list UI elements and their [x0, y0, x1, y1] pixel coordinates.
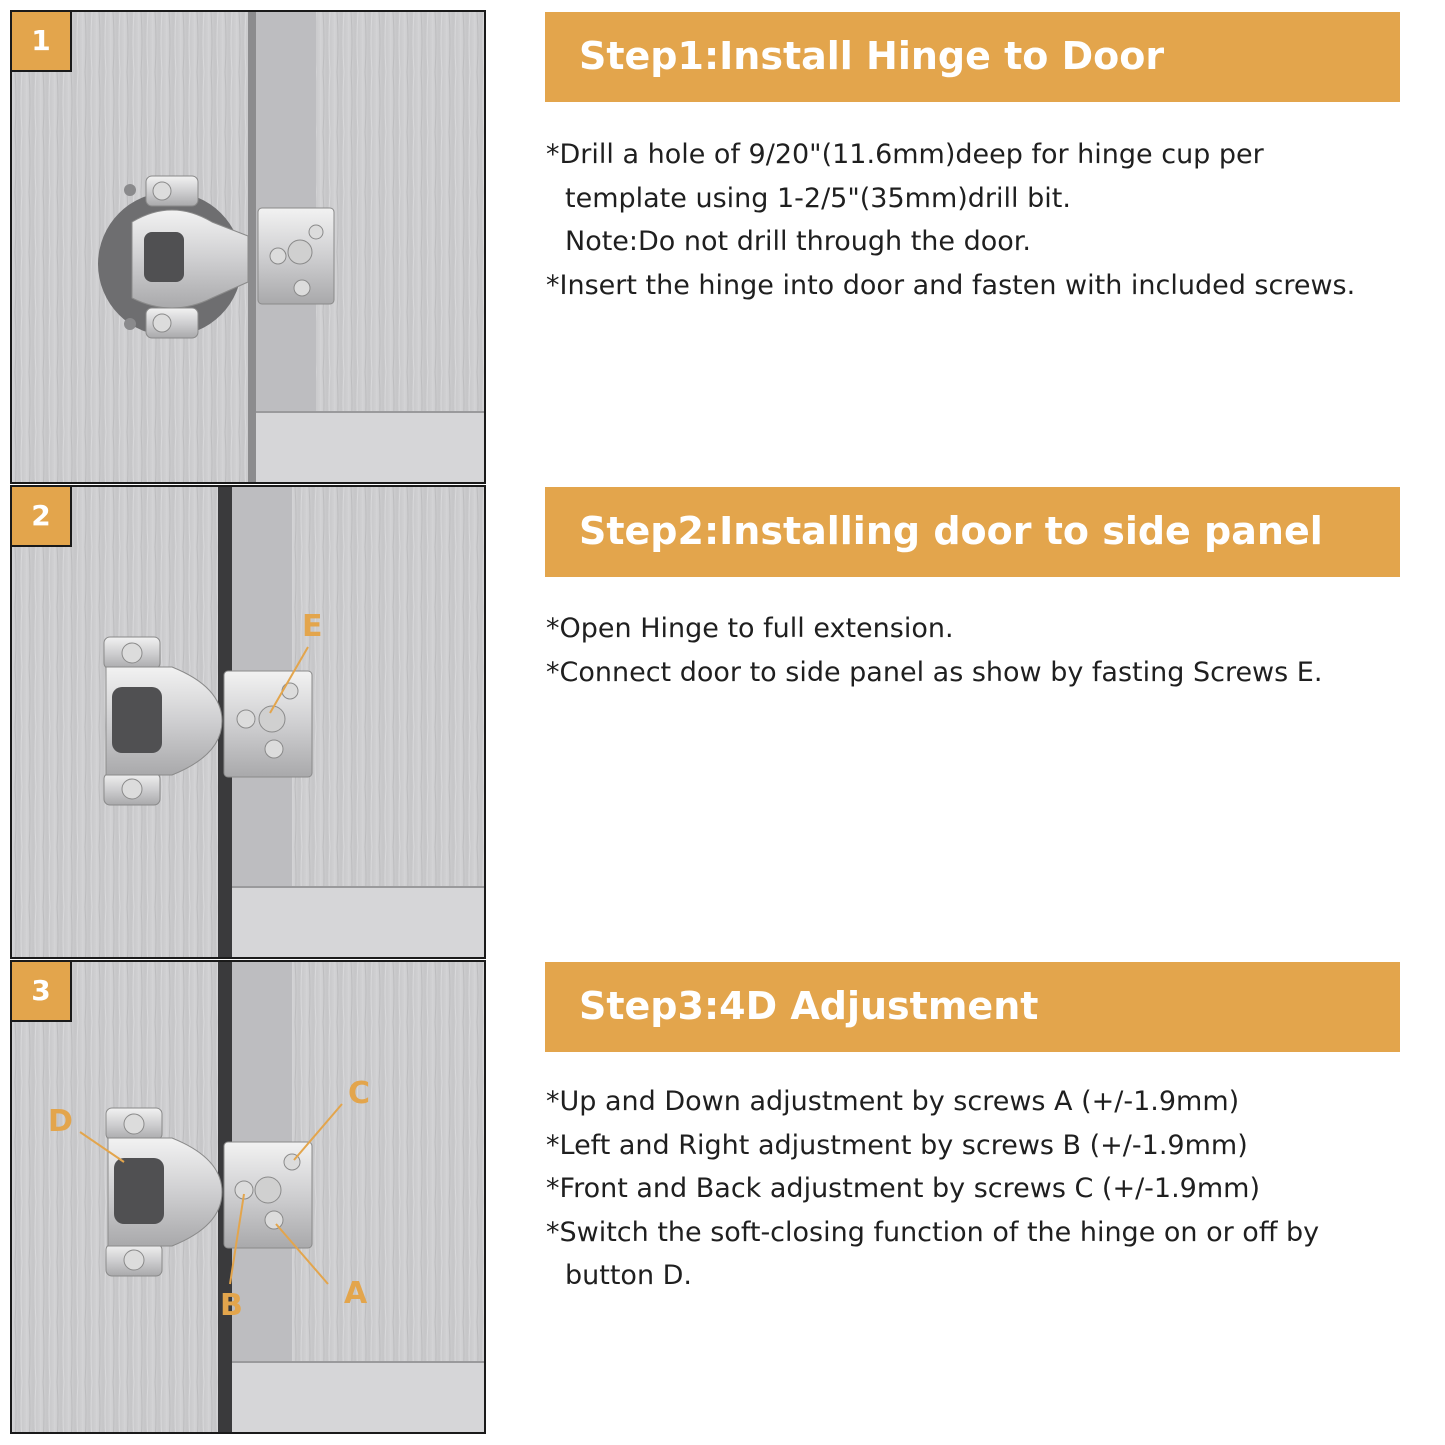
callout-c: C [348, 1076, 371, 1111]
step2-title: Step2:Installing door to side panel [579, 509, 1323, 553]
instruction-line: *Switch the soft-closing function of the hinge on or off by [546, 1216, 1320, 1248]
instruction-line: *Left and Right adjustment by screws B (+/-1.9mm) [546, 1129, 1248, 1161]
step3-image [10, 960, 486, 1434]
step3-instructions [546, 1080, 1416, 1298]
step1-title-banner [545, 12, 1400, 102]
instruction-line: button D. [565, 1260, 693, 1291]
step1-title: Step1:Install Hinge to Door [579, 34, 1165, 78]
callout-d: D [48, 1104, 73, 1139]
instruction-line: *Insert the hinge into door and fasten with included screws. [546, 269, 1356, 301]
step2-title-banner [545, 487, 1400, 577]
callout-a: A [344, 1276, 368, 1311]
instruction-line: *Front and Back adjustment by screws C (+/-1.9mm) [546, 1173, 1260, 1204]
step2-number-badge: 2 [12, 487, 72, 547]
instruction-line: template using 1-2/5"(35mm)drill bit. [565, 182, 1071, 214]
step3-title-banner [545, 962, 1400, 1052]
callout-e: E [302, 609, 323, 644]
instruction-line: *Open Hinge to full extension. [546, 613, 954, 644]
instruction-line: Note:Do not drill through the door. [565, 226, 1031, 257]
step1-instructions [546, 133, 1416, 307]
step3-title: Step3:4D Adjustment [579, 984, 1039, 1028]
instruction-line: *Connect door to side panel as show by fasting Screws E. [546, 656, 1323, 688]
step2-instructions [546, 607, 1416, 694]
instruction-line: *Up and Down adjustment by screws A (+/-1.9mm) [546, 1086, 1240, 1117]
instruction-line: *Drill a hole of 9/20"(11.6mm)deep for hinge cup per [546, 139, 1264, 170]
step1-number-badge: 1 [12, 12, 72, 72]
step1-image [10, 10, 486, 484]
step3-number-badge: 3 [12, 962, 72, 1022]
callout-b: B [220, 1288, 243, 1323]
step2-image [10, 485, 486, 959]
